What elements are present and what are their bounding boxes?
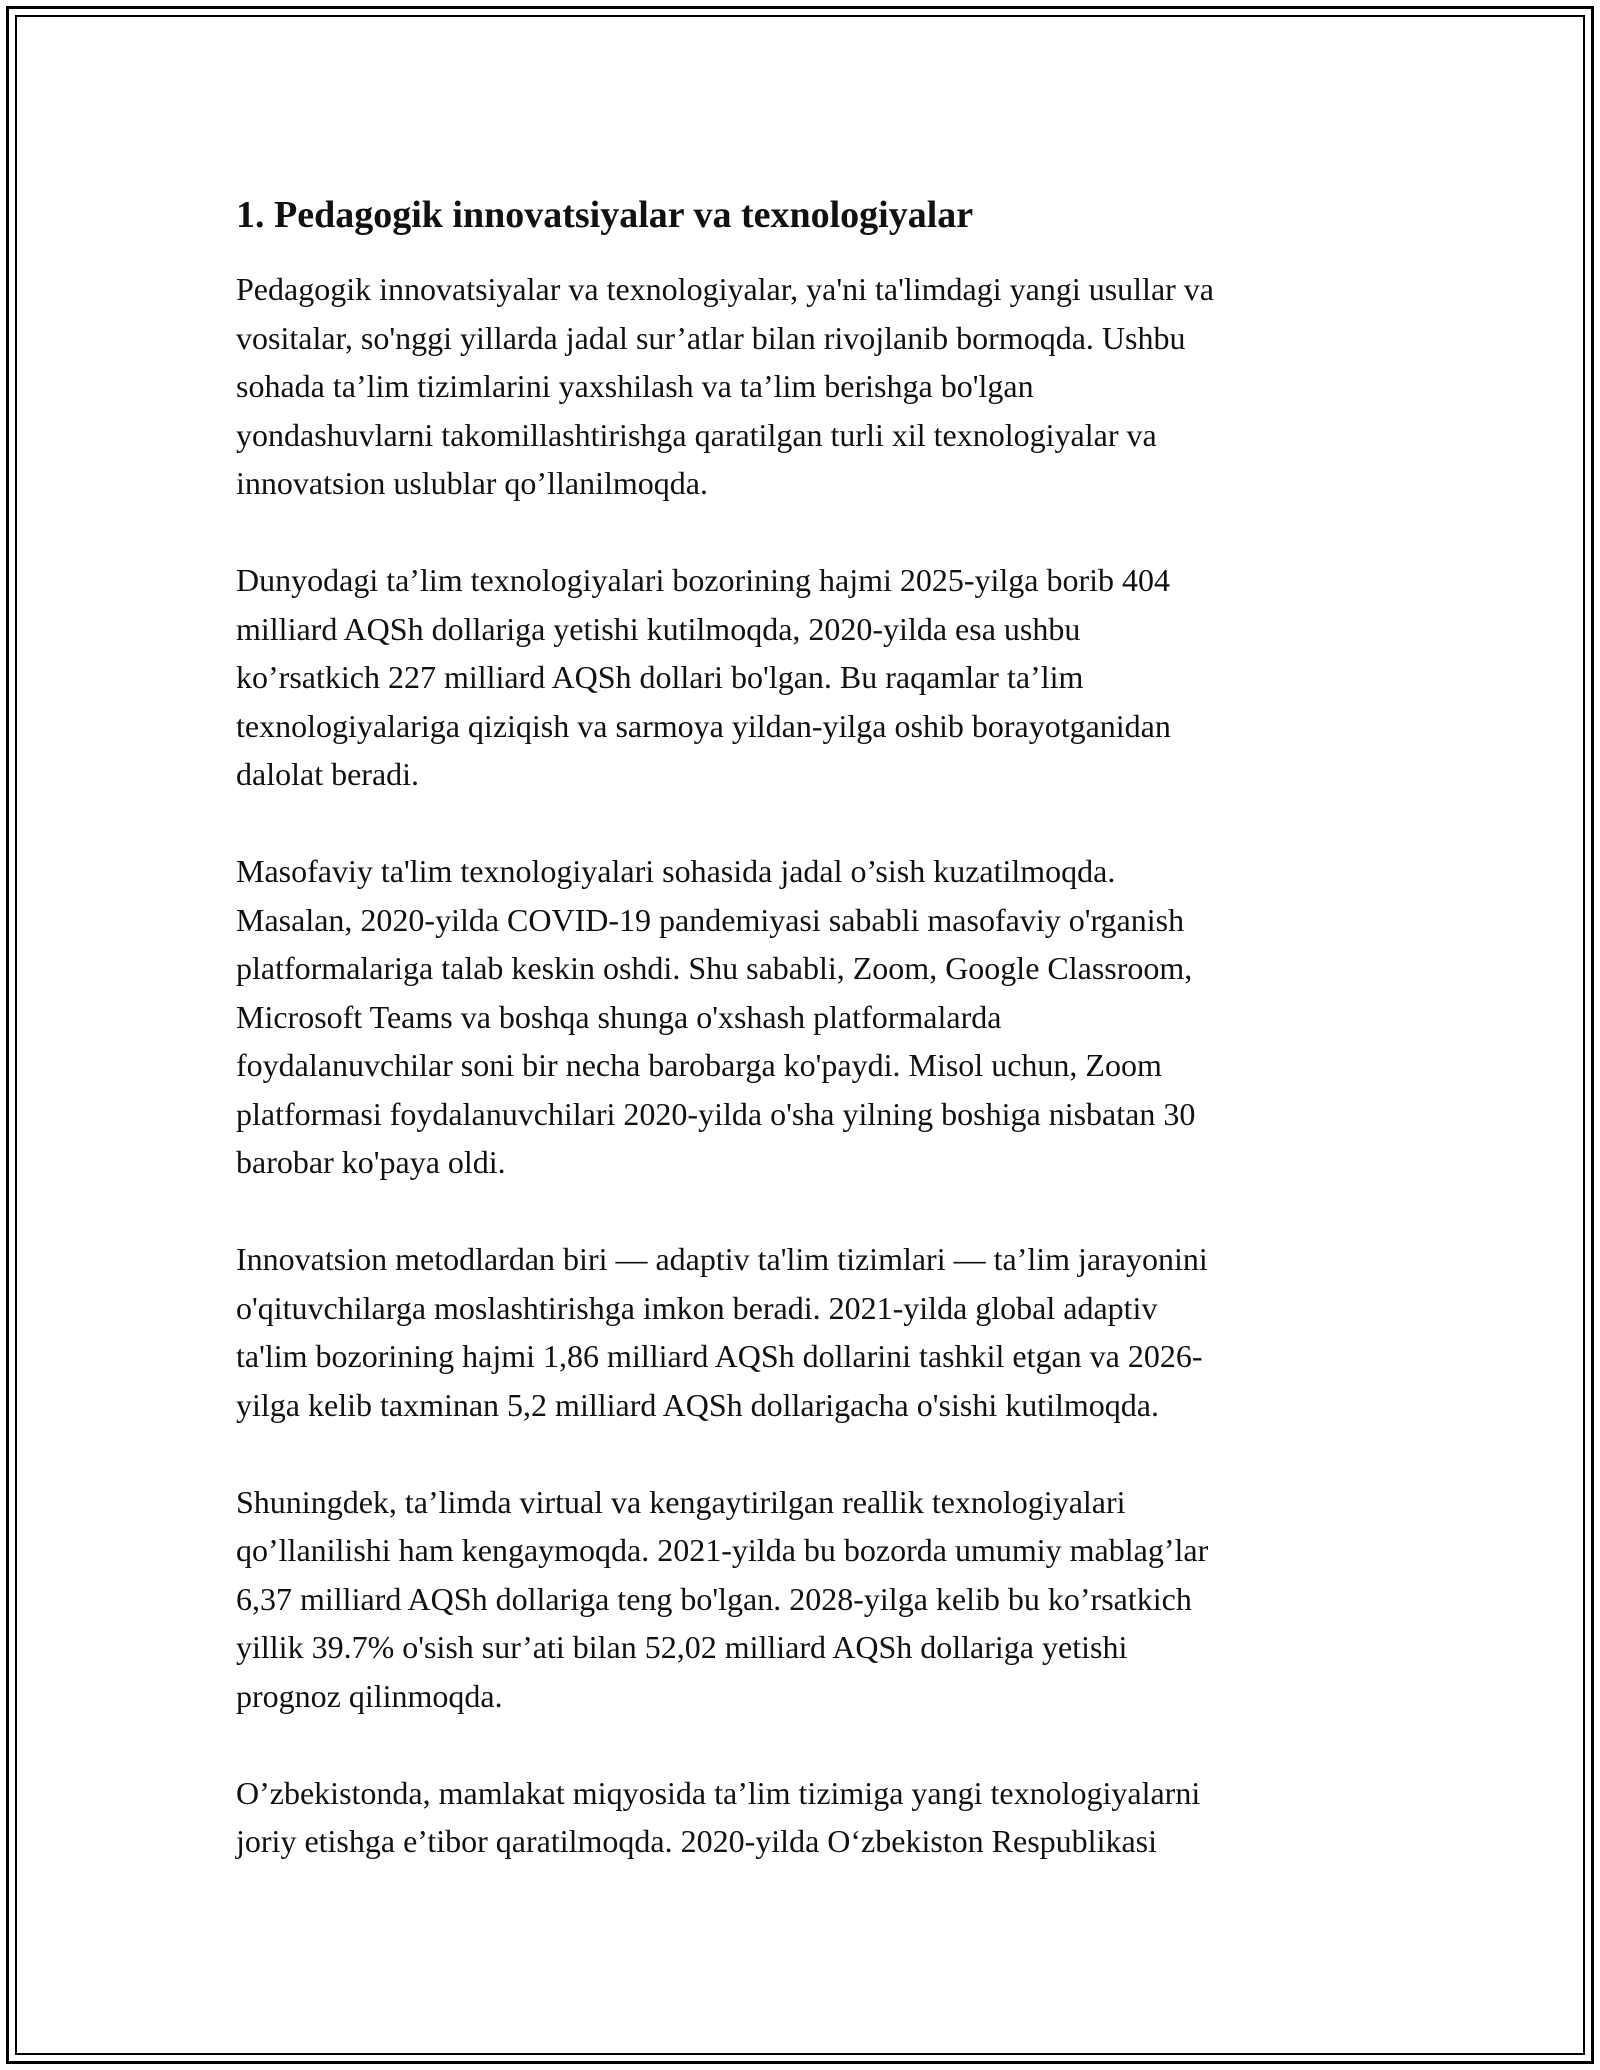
- document-body: [236, 185, 1366, 1914]
- text-line: Masalan, 2020-yilda COVID-19 pandemiyasi sababli masofaviy o'rganish: [236, 901, 1185, 938]
- text-line: Dunyodagi ta’lim texnologiyalari bozorining hajmi 2025-yilga borib 404: [236, 562, 1171, 598]
- text-line: innovatsion uslublar qo’llanilmoqda.: [236, 465, 708, 501]
- text-line: ta'lim bozorining hajmi 1,86 milliard AQSh dollarini tashkil etgan va 2026-: [236, 1338, 1203, 1374]
- text-line: yondashuvlarni takomillashtirishga qaratilgan turli xil texnologiyalar va: [236, 416, 1157, 453]
- text-line: platformalariga talab keskin oshdi. Shu sababli, Zoom, Google Classroom,: [236, 950, 1193, 986]
- text-line: joriy etishga e’tibor qaratilmoqda. 2020-yilda O‘zbekiston Respublikasi: [236, 1823, 1157, 1859]
- text-line: Innovatsion metodlardan biri — adaptiv ta'lim tizimlari — ta’lim jarayonini: [236, 1241, 1208, 1277]
- text-line: o'qituvchilarga moslashtirishga imkon beradi. 2021-yilda global adaptiv: [236, 1289, 1158, 1326]
- text-line: qo’llanilishi ham kengaymoqda. 2021-yilda bu bozorda umumiy mablag’lar: [236, 1532, 1209, 1568]
- paragraph-2: [236, 556, 1366, 799]
- paragraph-3: [236, 847, 1366, 1187]
- text-line: texnologiyalariga qiziqish va sarmoya yildan-yilga oshib borayotganidan: [236, 707, 1171, 744]
- text-line: sohada ta’lim tizimlarini yaxshilash va ta’lim berishga bo'lgan: [236, 368, 1034, 404]
- paragraph-6: [236, 1769, 1366, 1866]
- text-line: Shuningdek, ta’limda virtual va kengaytirilgan reallik texnologiyalari: [236, 1483, 1126, 1520]
- text-line: vositalar, so'nggi yillarda jadal sur’atlar bilan rivojlanib bormoqda. Ushbu: [236, 319, 1186, 356]
- text-line: yilga kelib taxminan 5,2 milliard AQSh dollarigacha o'sishi kutilmoqda.: [236, 1386, 1159, 1423]
- text-line: Masofaviy ta'lim texnologiyalari sohasida jadal o’sish kuzatilmoqda.: [236, 853, 1116, 889]
- text-line: milliard AQSh dollariga yetishi kutilmoqda, 2020-yilda esa ushbu: [236, 610, 1081, 647]
- section-heading: 1. Pedagogik innovatsiyalar va texnologiyalar: [236, 194, 974, 236]
- text-line: 6,37 milliard AQSh dollariga teng bo'lgan. 2028-yilga kelib bu ko’rsatkich: [236, 1580, 1192, 1617]
- paragraph-1: [236, 265, 1366, 508]
- text-line: O’zbekistonda, mamlakat miqyosida ta’lim tizimiga yangi texnologiyalarni: [236, 1774, 1201, 1811]
- text-line: Microsoft Teams va boshqa shunga o'xshash platformalarda: [236, 998, 1002, 1035]
- text-line: platformasi foydalanuvchilari 2020-yilda o'sha yilning boshiga nisbatan 30: [236, 1095, 1196, 1132]
- paragraph-5: [236, 1478, 1366, 1721]
- text-line: foydalanuvchilar soni bir necha barobarga ko'paydi. Misol uchun, Zoom: [236, 1047, 1162, 1083]
- text-line: barobar ko'paya oldi.: [236, 1144, 506, 1180]
- text-line: prognoz qilinmoqda.: [236, 1677, 503, 1714]
- text-line: yillik 39.7% o'sish sur’ati bilan 52,02 milliard AQSh dollariga yetishi: [236, 1629, 1128, 1665]
- text-line: dalolat beradi.: [236, 756, 420, 792]
- text-line: ko’rsatkich 227 milliard AQSh dollari bo'lgan. Bu raqamlar ta’lim: [236, 659, 1084, 695]
- text-line: Pedagogik innovatsiyalar va texnologiyalar, ya'ni ta'limdagi yangi usullar va: [236, 271, 1214, 307]
- paragraph-4: [236, 1235, 1366, 1429]
